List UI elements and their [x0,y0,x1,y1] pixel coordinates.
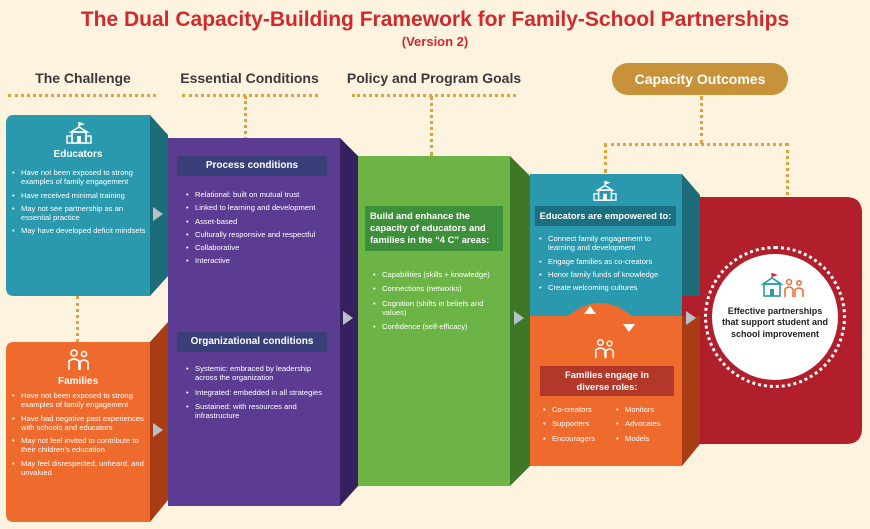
arrow-down-icon [623,324,635,332]
teal-outcome-side [682,174,700,296]
goals-heading: Build and enhance the capacity of educators and families in the “4 C” areas: [365,206,503,251]
organizational-conditions-list [186,364,326,420]
arrow-right-icon [514,311,524,325]
list-item: • Models [616,434,680,443]
list-item: • Engage families as co-creators [539,257,679,266]
list-item: • Systemic: embraced by leadership across the organization [186,364,326,383]
list-item: • Have had negative past experiences with schools and educators [12,414,146,433]
list-item: • Asset-based [186,217,326,226]
school-icon [593,180,617,202]
result-text: Effective partnerships that support student and school improvement [722,306,828,339]
arrow-right-icon [153,423,163,437]
column-heading-conditions: Essential Conditions [180,70,319,86]
educators-challenge-list [12,168,146,236]
families-challenge-list [12,391,146,477]
process-conditions-list [186,190,326,266]
list-item: • Connect family engagement to learning and development [539,234,679,253]
list-item: • Monitors [616,405,680,414]
list-item: • Connections (networks) [373,284,507,293]
families-outcome-label: Families engage in diverse roles: [540,366,674,396]
list-item: • May not see partnership as an essential practice [12,204,146,223]
column-heading-challenge: The Challenge [35,70,131,86]
list-item: • May not feel invited to contribute to their children’s education [12,436,146,455]
school-icon [66,121,92,145]
list-item: • Advocates [616,419,680,428]
school-family-icon [758,272,806,298]
list-item: • Create welcoming cultures [539,283,679,292]
goals-list [373,270,507,331]
column-heading-goals: Policy and Program Goals [346,70,522,86]
families-roles-right [616,405,680,443]
list-item: • Honor family funds of knowledge [539,270,679,279]
list-item: • Cognition (shifts in beliefs and values) [373,299,507,318]
family-icon [67,348,91,372]
orange-outcome-side [682,316,700,466]
list-item: • Culturally responsive and respectful [186,230,326,239]
educators-outcome-label: Educators are empowered to: [535,206,676,226]
list-item: • Linked to learning and development [186,203,326,212]
arrow-right-icon [686,311,696,325]
families-challenge-label: Families [57,376,99,387]
page-title: The Dual Capacity-Building Framework for Family-School Partnerships [80,8,790,31]
list-item: • Co-creators [543,405,613,414]
organizational-conditions-label: Organizational conditions [177,332,327,352]
list-item: • Integrated: embedded in all strategies [186,388,326,397]
educators-outcome-list [539,234,679,292]
list-item: • Sustained: with resources and infrastructure [186,402,326,421]
family-icon [594,338,616,360]
families-challenge-side [150,322,168,522]
list-item: • Have not been exposed to strong examples of family engagement [12,168,146,187]
list-item: • Have received minimal training [12,191,146,200]
list-item: • May have developed deficit mindsets [12,226,146,235]
list-item: • Have not been exposed to strong examples of family engagement [12,391,146,410]
arrow-right-icon [343,311,353,325]
list-item: • Confidence (self-efficacy) [373,322,507,331]
list-item: • Interactive [186,256,326,265]
process-conditions-label: Process conditions [177,156,327,176]
educators-challenge-side [150,115,168,296]
list-item: • Collaborative [186,243,326,252]
page-subtitle: (Version 2) [401,34,469,49]
arrow-right-icon [153,207,163,221]
list-item: • Capabilities (skills + knowledge) [373,270,507,279]
list-item: • Encouragers [543,434,613,443]
arrow-up-icon [584,306,596,314]
families-roles-left [543,405,613,443]
list-item: • Supporters [543,419,613,428]
list-item: • Relational: built on mutual trust [186,190,326,199]
list-item: • May feel disrespected, unheard, and unvalued [12,459,146,478]
educators-challenge-label: Educators [53,149,103,160]
column-heading-outcomes: Capacity Outcomes [612,63,788,95]
